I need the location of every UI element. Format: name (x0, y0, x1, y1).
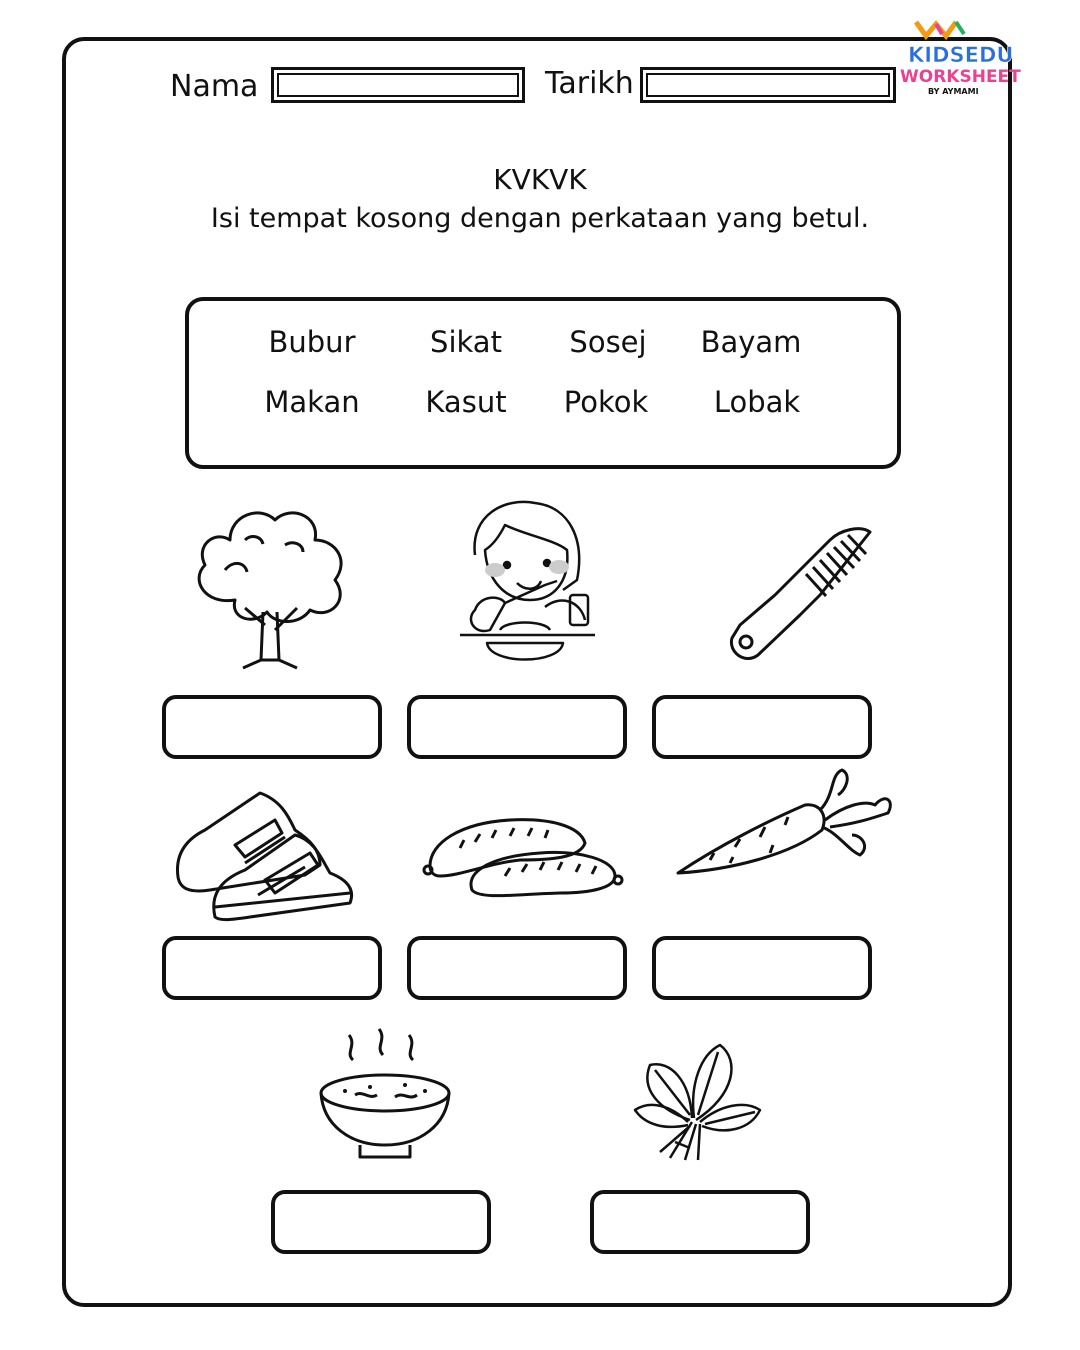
name-field[interactable] (271, 67, 525, 103)
name-label: Nama (170, 69, 259, 104)
date-label: Tarikh (545, 66, 634, 101)
answer-box-5[interactable] (407, 936, 627, 1000)
porridge-bowl-icon (315, 1025, 455, 1165)
word-bank (185, 297, 901, 469)
carrot-icon (670, 765, 895, 885)
word-bank-item: Kasut (425, 385, 507, 419)
answer-box-2[interactable] (407, 695, 627, 759)
word-bank-item: Bubur (268, 325, 356, 359)
answer-box-7[interactable] (271, 1190, 491, 1254)
answer-box-4[interactable] (162, 936, 382, 1000)
word-bank-item: Sikat (430, 325, 502, 359)
girl-eating-icon (445, 495, 605, 675)
comb-icon (720, 520, 885, 670)
kidsedu-logo (898, 18, 1021, 98)
tree-icon (185, 500, 355, 675)
shoes-icon (170, 785, 360, 925)
logo-line3: BY AYMAMI (928, 87, 979, 96)
date-field[interactable] (640, 67, 896, 103)
sausage-icon (420, 808, 625, 903)
answer-box-3[interactable] (652, 695, 872, 759)
answer-box-6[interactable] (652, 936, 872, 1000)
answer-box-8[interactable] (590, 1190, 810, 1254)
word-bank-item: Sosej (569, 325, 647, 359)
page-title: KVKVK (493, 163, 587, 196)
word-bank-item: Makan (264, 385, 360, 419)
word-bank-item: Bayam (700, 325, 802, 359)
word-bank-item: Pokok (563, 385, 649, 419)
word-bank-item: Lobak (713, 385, 801, 419)
answer-box-1[interactable] (162, 695, 382, 759)
instruction-text: Isi tempat kosong dengan perkataan yang betul. (210, 203, 870, 234)
logo-line2: WORKSHEET (900, 67, 1021, 87)
spinach-icon (630, 1040, 765, 1165)
logo-line1: KIDSEDU (908, 43, 1014, 67)
